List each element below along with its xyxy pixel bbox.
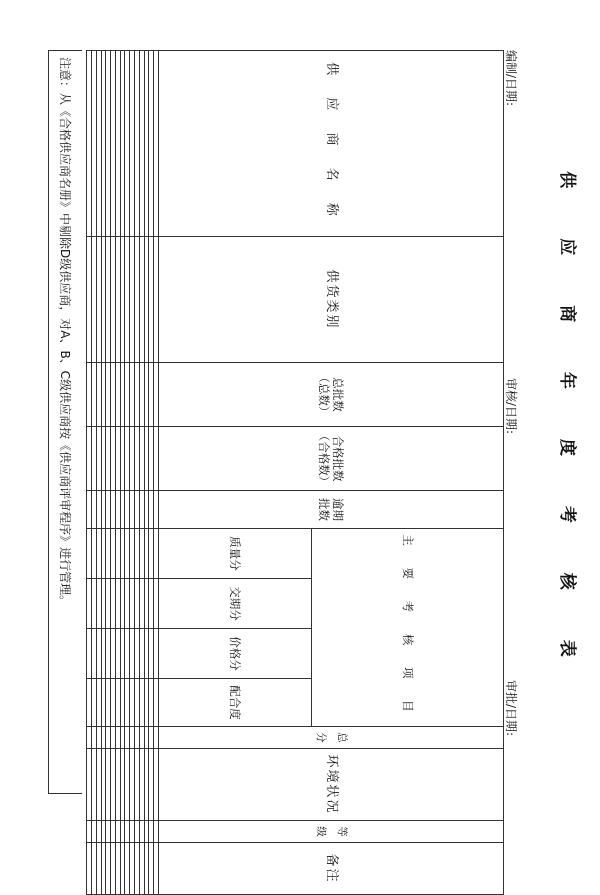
table-row [130, 51, 135, 895]
table-cell[interactable] [87, 843, 92, 895]
table-cell[interactable] [115, 821, 120, 843]
header-delivery-score: 交期分 [158, 579, 311, 629]
header-grade-line1: 等 [336, 826, 349, 837]
table-cell[interactable] [135, 427, 140, 491]
header-row-1 [312, 51, 504, 895]
table-cell[interactable] [130, 629, 135, 679]
table-cell[interactable] [139, 821, 144, 843]
table-cell[interactable] [101, 427, 106, 491]
table-cell[interactable] [149, 629, 154, 679]
table-cell[interactable] [87, 491, 92, 529]
table-cell[interactable] [101, 821, 106, 843]
table-cell[interactable] [111, 679, 116, 727]
table-cell[interactable] [111, 843, 116, 895]
header-total-batches [158, 363, 503, 427]
table-cell[interactable] [101, 51, 106, 237]
table-cell[interactable] [135, 821, 140, 843]
table-cell[interactable] [101, 491, 106, 529]
table-cell[interactable] [87, 529, 92, 579]
table-cell[interactable] [111, 579, 116, 629]
table-cell[interactable] [96, 679, 101, 727]
header-qualified-batches [158, 427, 503, 491]
header-quality-score: 质量分 [158, 529, 311, 579]
table-cell[interactable] [115, 491, 120, 529]
table-cell[interactable] [111, 427, 116, 491]
table-cell[interactable] [115, 579, 120, 629]
table-cell[interactable] [135, 629, 140, 679]
table-cell[interactable] [154, 749, 159, 821]
table-cell[interactable] [101, 579, 106, 629]
table-cell[interactable] [96, 629, 101, 679]
header-overdue-line2: 批数 [316, 498, 331, 521]
table-cell[interactable] [149, 363, 154, 427]
table-row [149, 51, 154, 895]
table-cell[interactable] [125, 529, 130, 579]
table-cell[interactable] [115, 427, 120, 491]
table-cell[interactable] [125, 749, 130, 821]
header-qualified-batches-line1: 合格批数 [331, 435, 346, 482]
header-supplier-name: 供 应 商 名 称 [158, 51, 503, 237]
table-cell[interactable] [144, 51, 149, 237]
table-cell[interactable] [144, 821, 149, 843]
table-cell[interactable] [91, 679, 96, 727]
table-cell[interactable] [149, 821, 154, 843]
table-cell[interactable] [135, 679, 140, 727]
table-cell[interactable] [130, 51, 135, 237]
table-cell[interactable] [115, 749, 120, 821]
table-cell[interactable] [106, 579, 111, 629]
table-cell[interactable] [154, 427, 159, 491]
table-cell[interactable] [144, 749, 149, 821]
table-cell[interactable] [106, 679, 111, 727]
table-cell[interactable] [144, 363, 149, 427]
table-cell[interactable] [154, 843, 159, 895]
table-cell[interactable] [111, 821, 116, 843]
table-row [91, 51, 96, 895]
table-cell[interactable] [91, 749, 96, 821]
table-cell[interactable] [149, 491, 154, 529]
table-cell[interactable] [130, 529, 135, 579]
form-title: 供 应 商 年 度 考 核 表 [557, 171, 577, 679]
header-grade-line2: 级 [314, 826, 327, 837]
table-cell[interactable] [106, 821, 111, 843]
table-cell[interactable] [111, 237, 116, 363]
table-cell[interactable] [125, 679, 130, 727]
table-cell[interactable] [106, 491, 111, 529]
table-row [144, 51, 149, 895]
table-cell[interactable] [111, 51, 116, 237]
table-cell[interactable] [115, 679, 120, 727]
table-cell[interactable] [135, 727, 140, 749]
table-cell[interactable] [125, 237, 130, 363]
table-cell[interactable] [154, 491, 159, 529]
table-cell[interactable] [120, 749, 125, 821]
table-row [101, 51, 106, 895]
table-cell[interactable] [120, 843, 125, 895]
table-cell[interactable] [139, 727, 144, 749]
table-cell[interactable] [115, 629, 120, 679]
prepared-by-date: 编制/日期: [504, 50, 518, 107]
table-cell[interactable] [154, 727, 159, 749]
table-cell[interactable] [144, 237, 149, 363]
table-cell[interactable] [96, 427, 101, 491]
reviewed-by-date: 审核/日期: [504, 378, 518, 435]
table-cell[interactable] [125, 491, 130, 529]
table-cell[interactable] [135, 843, 140, 895]
table-cell[interactable] [106, 629, 111, 679]
table-cell[interactable] [130, 679, 135, 727]
table-cell[interactable] [139, 427, 144, 491]
header-total-score [158, 727, 503, 749]
table-cell[interactable] [130, 821, 135, 843]
table-cell[interactable] [101, 749, 106, 821]
table-cell[interactable] [91, 363, 96, 427]
header-total-line1: 总 [336, 732, 349, 743]
table-cell[interactable] [130, 237, 135, 363]
table-cell[interactable] [91, 727, 96, 749]
table-cell[interactable] [111, 491, 116, 529]
table-cell[interactable] [135, 491, 140, 529]
table-row [87, 51, 92, 895]
table-cell[interactable] [101, 363, 106, 427]
table-cell[interactable] [125, 51, 130, 237]
table-cell[interactable] [130, 727, 135, 749]
table-cell[interactable] [135, 237, 140, 363]
table-cell[interactable] [91, 529, 96, 579]
table-cell[interactable] [115, 529, 120, 579]
table-cell[interactable] [144, 727, 149, 749]
header-overdue-line1: 逾期 [331, 498, 346, 521]
table-cell[interactable] [111, 749, 116, 821]
table-cell[interactable] [139, 679, 144, 727]
table-cell[interactable] [154, 529, 159, 579]
table-cell[interactable] [96, 727, 101, 749]
table-cell[interactable] [111, 529, 116, 579]
table-cell[interactable] [139, 51, 144, 237]
table-cell[interactable] [139, 363, 144, 427]
table-cell[interactable] [87, 749, 92, 821]
table-cell[interactable] [101, 529, 106, 579]
table-cell[interactable] [149, 749, 154, 821]
table-cell[interactable] [115, 237, 120, 363]
table-cell[interactable] [130, 363, 135, 427]
table-cell[interactable] [125, 579, 130, 629]
header-cooperation: 配合度 [158, 679, 311, 727]
table-cell[interactable] [101, 629, 106, 679]
table-cell[interactable] [106, 237, 111, 363]
table-cell[interactable] [149, 679, 154, 727]
table-cell[interactable] [154, 821, 159, 843]
table-cell[interactable] [135, 579, 140, 629]
table-cell[interactable] [125, 727, 130, 749]
table-row [120, 51, 125, 895]
table-cell[interactable] [96, 363, 101, 427]
header-total-batches-line1: 总批数 [331, 377, 346, 412]
table-cell[interactable] [87, 51, 92, 237]
table-cell[interactable] [149, 529, 154, 579]
table-cell[interactable] [91, 843, 96, 895]
table-cell[interactable] [91, 579, 96, 629]
table-row [96, 51, 101, 895]
table-cell[interactable] [87, 629, 92, 679]
table-row [125, 51, 130, 895]
table-cell[interactable] [96, 749, 101, 821]
table-cell[interactable] [149, 427, 154, 491]
table-cell[interactable] [130, 491, 135, 529]
table-cell[interactable] [130, 843, 135, 895]
table-cell[interactable] [87, 727, 92, 749]
header-qualified-batches-line2: （合格数） [316, 429, 331, 488]
table-cell[interactable] [154, 629, 159, 679]
table-cell[interactable] [144, 843, 149, 895]
table-cell[interactable] [154, 363, 159, 427]
table-cell[interactable] [96, 579, 101, 629]
header-price-score: 价格分 [158, 629, 311, 679]
table-cell[interactable] [115, 843, 120, 895]
table-cell[interactable] [154, 679, 159, 727]
table-cell[interactable] [125, 821, 130, 843]
table-row [111, 51, 116, 895]
table-row [135, 51, 140, 895]
table-cell[interactable] [120, 629, 125, 679]
table-cell[interactable] [120, 427, 125, 491]
table-cell[interactable] [96, 491, 101, 529]
table-row [139, 51, 144, 895]
table-cell[interactable] [149, 843, 154, 895]
table-row [106, 51, 111, 895]
table-cell[interactable] [149, 727, 154, 749]
table-cell[interactable] [125, 363, 130, 427]
table-cell[interactable] [120, 363, 125, 427]
table-cell[interactable] [139, 529, 144, 579]
table-cell[interactable] [96, 237, 101, 363]
table-cell[interactable] [139, 491, 144, 529]
footnote: 注意：从《合格供应商名册》中剔除D级供应商，对A、B、C级供应商按《供应商评审程序》进行管理。 [48, 50, 82, 794]
table-cell[interactable] [154, 579, 159, 629]
table-cell[interactable] [101, 237, 106, 363]
header-category: 供货类别 [158, 237, 503, 363]
table-cell[interactable] [106, 51, 111, 237]
table-cell[interactable] [120, 679, 125, 727]
table-cell[interactable] [144, 427, 149, 491]
table-cell[interactable] [91, 491, 96, 529]
table-cell[interactable] [106, 427, 111, 491]
table-cell[interactable] [87, 237, 92, 363]
table-cell[interactable] [115, 51, 120, 237]
table-cell[interactable] [144, 629, 149, 679]
table-cell[interactable] [149, 579, 154, 629]
table-cell[interactable] [106, 727, 111, 749]
table-body [87, 51, 159, 895]
header-remarks: 备注 [158, 843, 503, 895]
table-cell[interactable] [96, 51, 101, 237]
table-cell[interactable] [120, 529, 125, 579]
table-cell[interactable] [135, 749, 140, 821]
table-cell[interactable] [130, 749, 135, 821]
table-cell[interactable] [91, 237, 96, 363]
header-total-line2: 分 [314, 732, 327, 743]
table-cell[interactable] [106, 363, 111, 427]
table-cell[interactable] [91, 821, 96, 843]
table-cell[interactable] [120, 237, 125, 363]
table-cell[interactable] [154, 237, 159, 363]
table-cell[interactable] [154, 51, 159, 237]
table-cell[interactable] [87, 579, 92, 629]
table-cell[interactable] [120, 51, 125, 237]
table-cell[interactable] [135, 363, 140, 427]
table-cell[interactable] [96, 843, 101, 895]
table-cell[interactable] [87, 679, 92, 727]
table-cell[interactable] [91, 427, 96, 491]
table-cell[interactable] [115, 727, 120, 749]
table-cell[interactable] [87, 363, 92, 427]
approved-by-date: 审批/日期: [504, 680, 518, 737]
table-cell[interactable] [130, 427, 135, 491]
table-cell[interactable] [144, 491, 149, 529]
table-cell[interactable] [120, 491, 125, 529]
table-cell[interactable] [130, 579, 135, 629]
table-cell[interactable] [139, 237, 144, 363]
table-cell[interactable] [87, 427, 92, 491]
table-cell[interactable] [125, 427, 130, 491]
table-cell[interactable] [139, 629, 144, 679]
table-cell[interactable] [120, 727, 125, 749]
table-cell[interactable] [111, 727, 116, 749]
table-cell[interactable] [115, 363, 120, 427]
table-cell[interactable] [139, 843, 144, 895]
table-cell[interactable] [101, 727, 106, 749]
header-overdue-batches [158, 491, 503, 529]
table-cell[interactable] [149, 51, 154, 237]
table-cell[interactable] [111, 363, 116, 427]
header-main-items: 主 要 考 核 项 目 [312, 529, 504, 727]
header-total-batches-line2: （总数） [316, 371, 331, 418]
assessment-table [86, 50, 504, 895]
table-cell[interactable] [139, 749, 144, 821]
table-cell[interactable] [106, 529, 111, 579]
table-cell[interactable] [125, 843, 130, 895]
table-cell[interactable] [149, 237, 154, 363]
table-cell[interactable] [111, 629, 116, 679]
table-cell[interactable] [91, 51, 96, 237]
table-cell[interactable] [144, 529, 149, 579]
table-cell[interactable] [120, 821, 125, 843]
header-environment: 环境状况 [158, 749, 503, 821]
header-grade [158, 821, 503, 843]
table-row [115, 51, 120, 895]
table-cell[interactable] [144, 679, 149, 727]
table-cell[interactable] [101, 679, 106, 727]
table-cell[interactable] [96, 821, 101, 843]
table-cell[interactable] [91, 629, 96, 679]
table-cell[interactable] [106, 749, 111, 821]
table-cell[interactable] [125, 629, 130, 679]
table-cell[interactable] [139, 579, 144, 629]
table-cell[interactable] [96, 529, 101, 579]
table-row [154, 51, 159, 895]
table-cell[interactable] [135, 529, 140, 579]
table-cell[interactable] [101, 843, 106, 895]
table-cell[interactable] [87, 821, 92, 843]
table-cell[interactable] [135, 51, 140, 237]
table-cell[interactable] [144, 579, 149, 629]
table-cell[interactable] [106, 843, 111, 895]
table-cell[interactable] [120, 579, 125, 629]
